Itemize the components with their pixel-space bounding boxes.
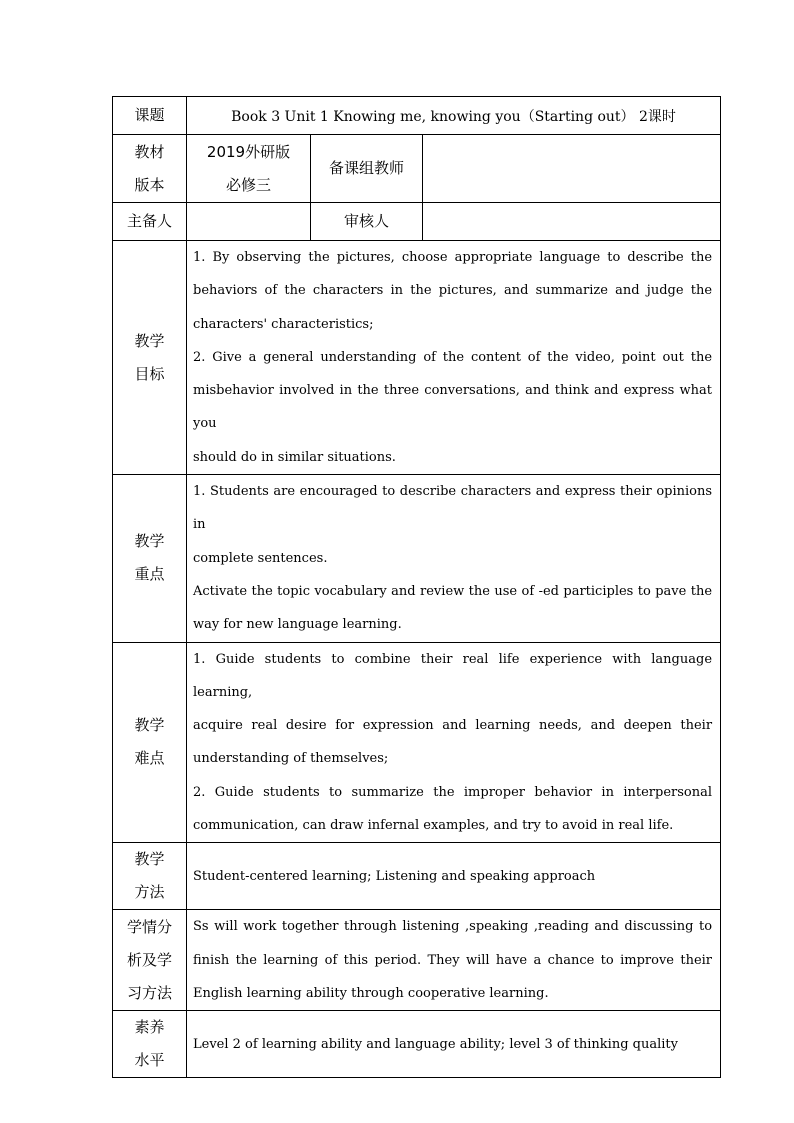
learning-analysis-text: Ss will work together through listening ,speaking ,reading and discussing to finish the learning of this period. They will have a chance to improve their English learning ability through cooperative learning. <box>187 910 721 1011</box>
lesson-title: Book 3 Unit 1 Knowing me, knowing you（Starting out） 2课时 <box>187 97 721 135</box>
topic-row <box>113 97 721 135</box>
lesson-plan-table <box>112 96 721 1078</box>
learning-analysis-row <box>113 910 721 1011</box>
preparer-row <box>113 203 721 241</box>
literacy-label: 素养 水平 <box>113 1011 187 1078</box>
key-points-text: 1. Students are encouraged to describe characters and express their opinions in complete sentences. Activate the topic vocabulary and review the use of -ed participles to pave the way for new language learning. <box>187 475 721 642</box>
literacy-row <box>113 1011 721 1078</box>
literacy-text: Level 2 of learning ability and language ability; level 3 of thinking quality <box>187 1011 721 1078</box>
team-teachers-value <box>423 135 721 203</box>
learning-analysis-label: 学情分 析及学 习方法 <box>113 910 187 1011</box>
reviewer-label: 审核人 <box>311 203 423 241</box>
topic-label: 课题 <box>113 97 187 135</box>
difficulties-label: 教学 难点 <box>113 642 187 843</box>
preparer-value <box>187 203 311 241</box>
key-points-label: 教学 重点 <box>113 475 187 642</box>
team-teachers-label: 备课组教师 <box>311 135 423 203</box>
methods-text: Student-centered learning; Listening and speaking approach <box>187 843 721 910</box>
reviewer-value <box>423 203 721 241</box>
objectives-label: 教学 目标 <box>113 241 187 475</box>
textbook-row <box>113 135 721 203</box>
preparer-label: 主备人 <box>113 203 187 241</box>
methods-row <box>113 843 721 910</box>
objectives-text: 1. By observing the pictures, choose appropriate language to describe the behaviors of the characters in the pictures, and summarize and judge the characters' characteristics; 2. Give a general understanding of the content of the video, point out the misbehavior involved in the three conversations, and think and express what you should do in similar situations. <box>187 241 721 475</box>
difficulties-text: 1. Guide students to combine their real life experience with language learning, acquire real desire for expression and learning needs, and deepen their understanding of themselves; 2. Guide students to summarize the improper behavior in interpersonal communication, can draw infernal examples, and try to avoid in real life. <box>187 642 721 843</box>
textbook-label: 教材 版本 <box>113 135 187 203</box>
objectives-row <box>113 241 721 475</box>
textbook-version: 2019外研版 必修三 <box>187 135 311 203</box>
key-points-row <box>113 475 721 642</box>
difficulties-row <box>113 642 721 843</box>
methods-label: 教学 方法 <box>113 843 187 910</box>
